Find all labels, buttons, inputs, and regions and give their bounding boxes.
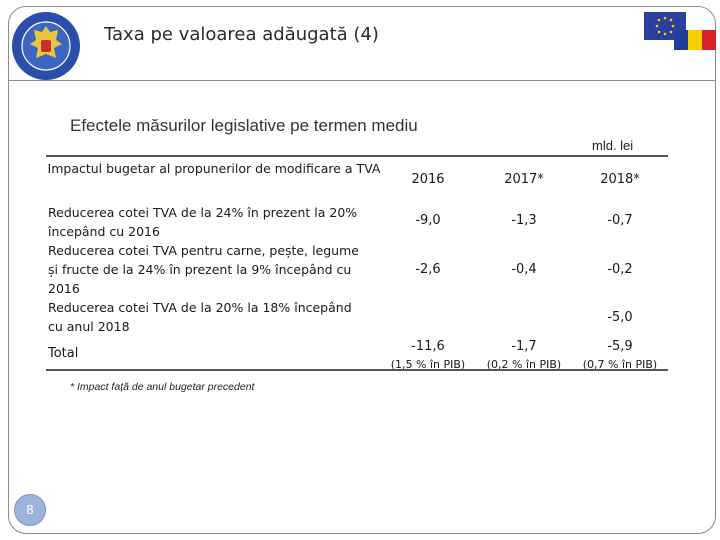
table-cell-value: -2,6 xyxy=(415,262,441,277)
page-number: 8 xyxy=(14,494,46,526)
total-pct-2018: (0,7 % în PIB) xyxy=(582,358,658,371)
table-bottom-rule xyxy=(46,369,668,371)
page-title: Taxa pe valoarea adăugată (4) xyxy=(104,24,379,45)
total-pct-2016: (1,5 % în PIB) xyxy=(390,358,466,371)
table-row-description xyxy=(48,241,384,298)
eu-romania-flags-icon xyxy=(644,12,716,52)
table-cell-value: -0,2 xyxy=(607,262,633,277)
row-desc-line: cu anul 2018 xyxy=(48,319,130,334)
table-top-rule xyxy=(46,155,668,157)
total-value-2017: -1,7 xyxy=(511,339,537,354)
table-cell-value: -9,0 xyxy=(415,213,441,228)
year-header-2017: 2017* xyxy=(504,172,544,187)
header-divider xyxy=(8,80,716,81)
total-value-2018: -5,9 xyxy=(607,339,633,354)
table-cell-value: -0,4 xyxy=(511,262,537,277)
row-desc-line: Reducerea cotei TVA de la 20% la 18% începând xyxy=(48,300,352,315)
year-header-2018: 2018* xyxy=(600,172,640,187)
row-desc-line: și fructe de la 24% în prezent la 9% începând cu xyxy=(48,262,352,277)
total-value-2016: -11,6 xyxy=(411,339,445,354)
footnote: * Impact față de anul bugetar precedent xyxy=(70,381,255,393)
row-desc-line: Reducerea cotei TVA de la 24% în prezent la 20% xyxy=(48,205,358,220)
row-desc-line: 2016 xyxy=(48,281,80,296)
total-label: Total xyxy=(48,346,79,361)
year-header-2016: 2016 xyxy=(411,172,445,187)
unit-label: mld. lei xyxy=(592,138,634,153)
total-pct-2017: (0,2 % în PIB) xyxy=(486,358,562,371)
section-subtitle: Efectele măsurilor legislative pe termen mediu xyxy=(70,116,418,135)
table-row-description xyxy=(48,298,384,336)
table-row-description xyxy=(48,203,384,241)
row-desc-line: Reducerea cotei TVA pentru carne, pește, legume xyxy=(48,243,359,258)
table-cell-value: -1,3 xyxy=(511,213,537,228)
table-cell-value: -5,0 xyxy=(607,310,633,325)
table-cell-value: -0,7 xyxy=(607,213,633,228)
table-header-description: Impactul bugetar al propunerilor de modificare a TVA xyxy=(47,161,381,176)
row-desc-line: începând cu 2016 xyxy=(48,224,160,239)
ministry-seal-logo xyxy=(10,10,82,82)
